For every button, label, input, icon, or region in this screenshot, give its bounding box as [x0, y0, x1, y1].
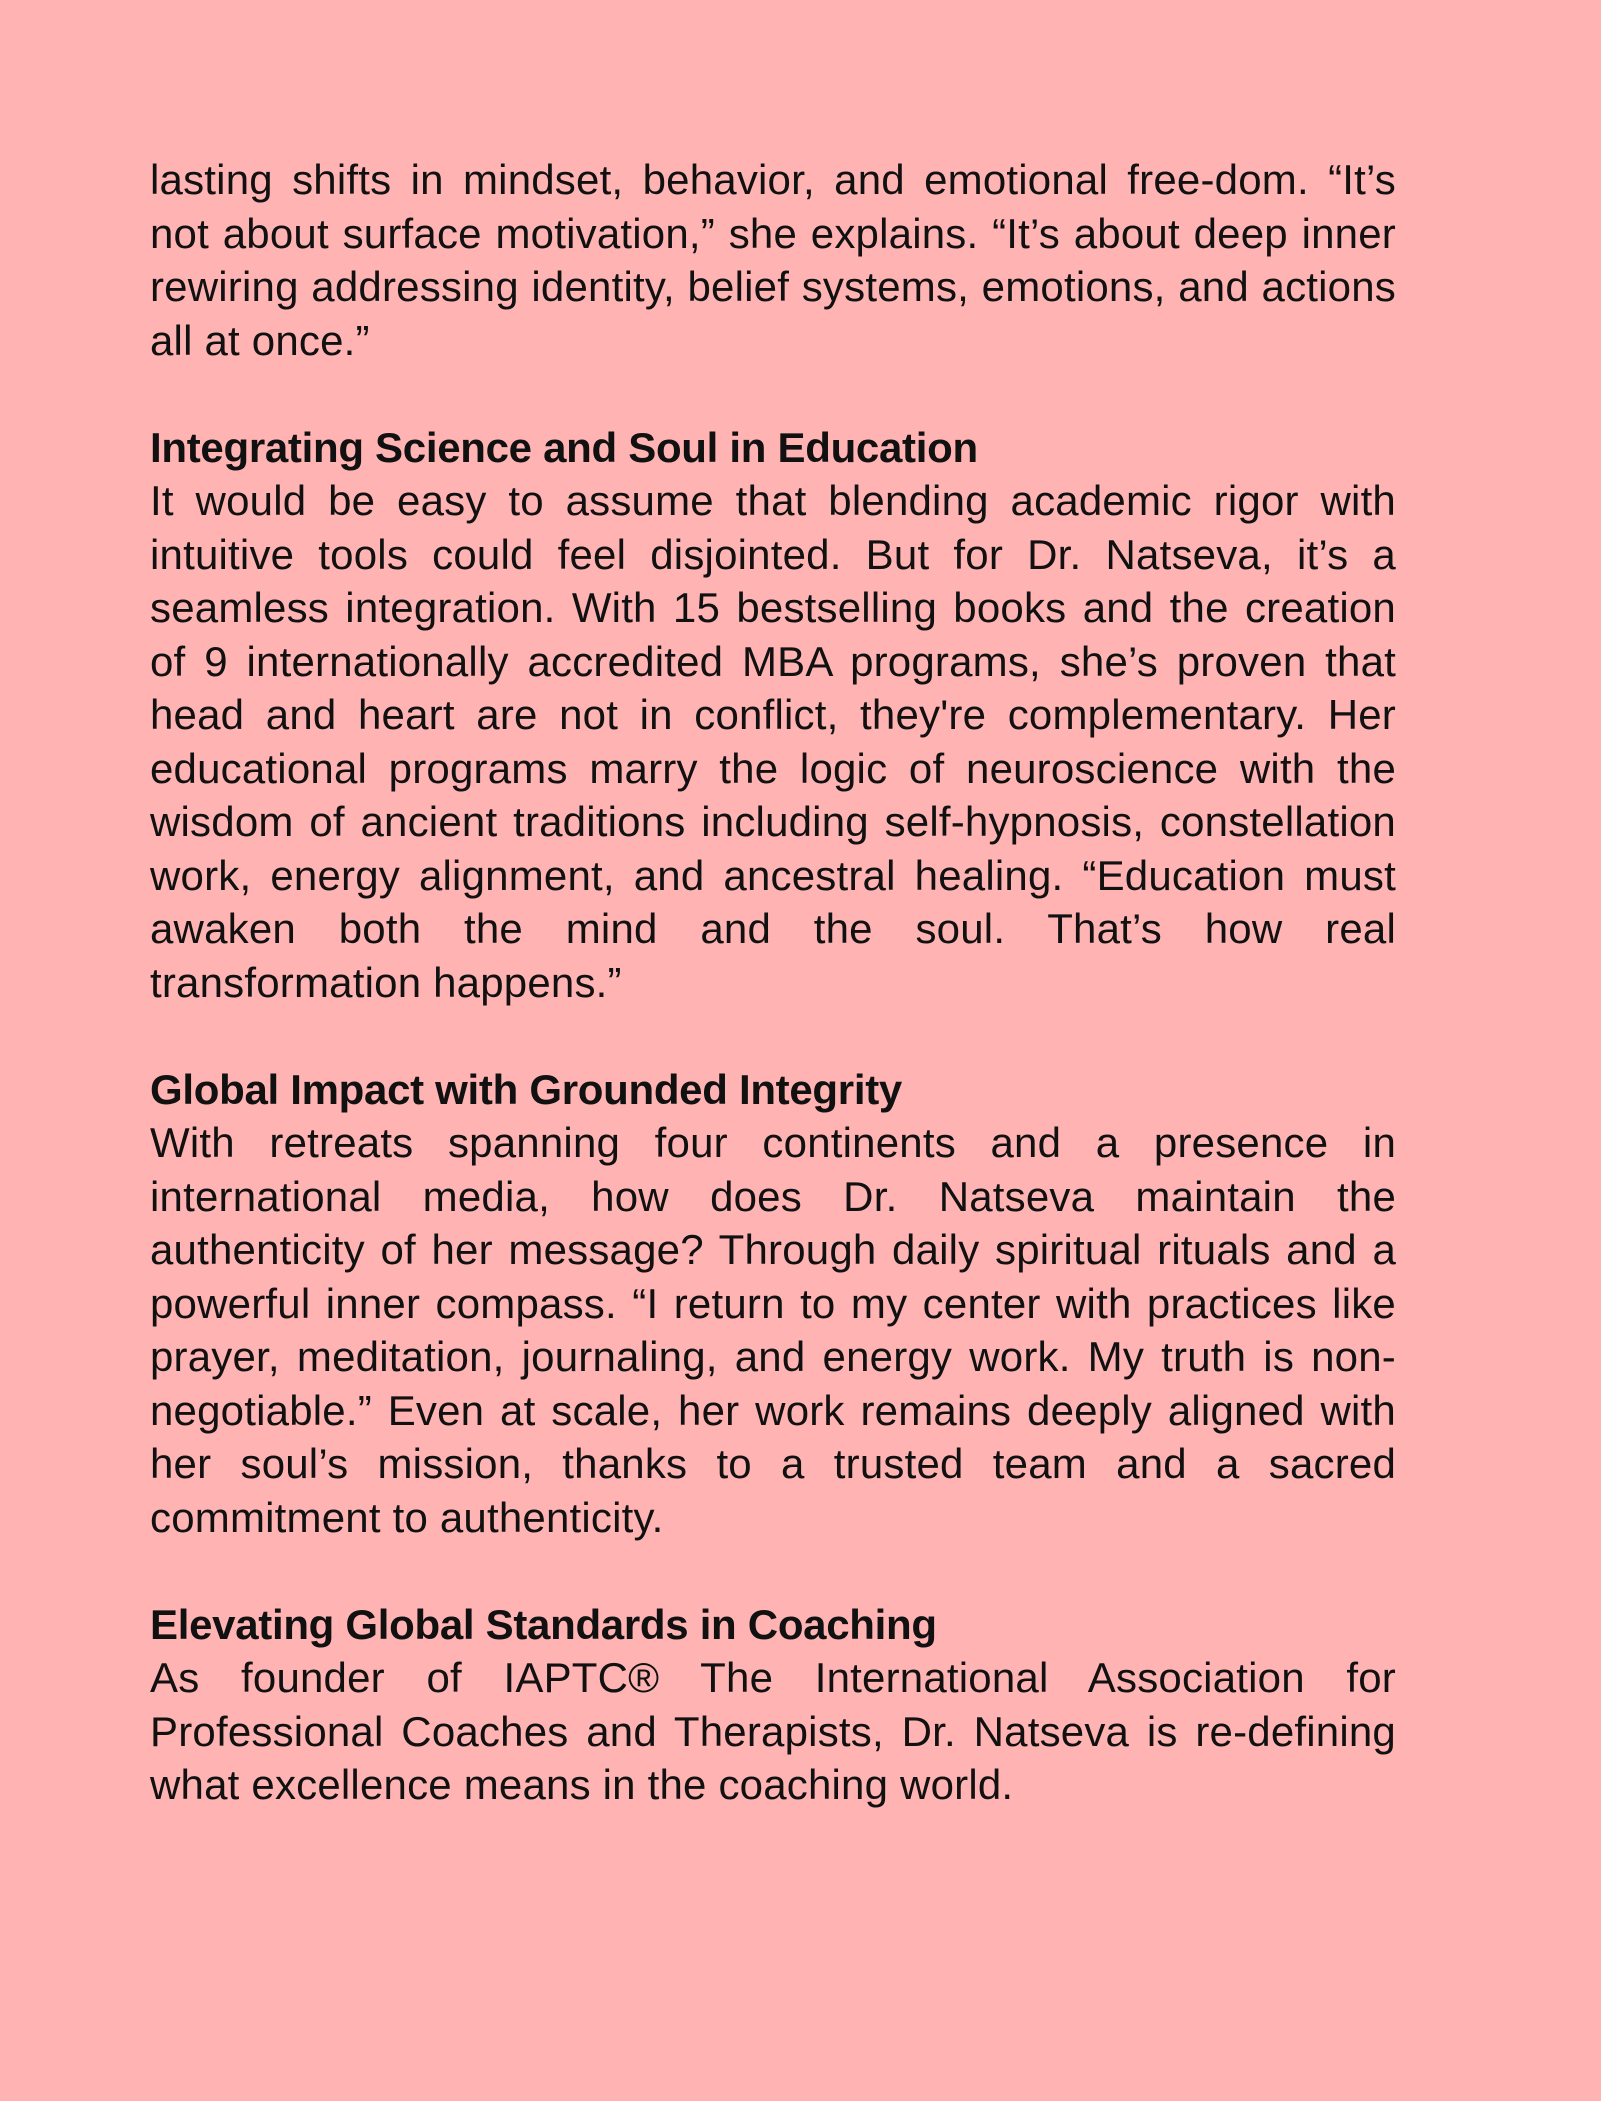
- section-body: It would be easy to assume that blending academic rigor with intuitive tools could feel disjointed. But for Dr. Natseva, it’s a seamless integration. With 15 bestselling books and the creation of 9 internationally accredited MBA programs, she’s proven that head and heart are not in conflict, they're complementary. Her educational programs marry the logic of neuroscience with the wisdom of ancient traditions including self-hypnosis, constellation work, energy alignment, and ancestral healing. “Education must awaken both the mind and the soul. That’s how real transformation happens.”: [150, 477, 1396, 1006]
- section-heading: Global Impact with Grounded Integrity: [150, 1065, 902, 1113]
- section-heading: Elevating Global Standards in Coaching: [150, 1600, 937, 1648]
- section-global-impact: [150, 1063, 1396, 1545]
- section-heading: Integrating Science and Soul in Education: [150, 423, 978, 471]
- intro-paragraph: lasting shifts in mindset, behavior, and emotional free-dom. “It’s not about surface motivation,” she explains. “It’s about deep inner rewiring addressing identity, belief systems, emotions, and actions all at once.”: [150, 156, 1396, 364]
- section-coaching-standards: [150, 1598, 1396, 1812]
- article-column: [150, 153, 1396, 1812]
- section-science-and-soul: [150, 421, 1396, 1010]
- section-body: With retreats spanning four continents and a presence in international media, how does Dr. Natseva maintain the authenticity of her message? Through daily spiritual rituals and a powerful inner compass. “I return to my center with practices like prayer, meditation, journaling, and energy work. My truth is non-negotiable.” Even at scale, her work remains deeply aligned with her soul’s mission, thanks to a trusted team and a sacred commitment to authenticity.: [150, 1119, 1396, 1541]
- section-body: As founder of IAPTC® The International Association for Professional Coaches and Therapists, Dr. Natseva is re-defining what excellence means in the coaching world.: [150, 1654, 1396, 1808]
